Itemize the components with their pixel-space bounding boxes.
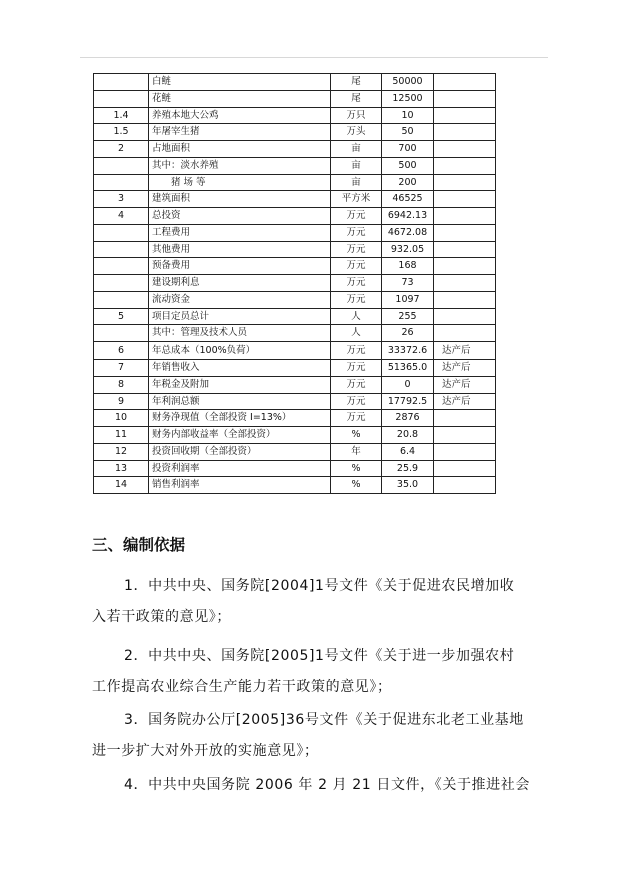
basis-paragraph-3 [92, 705, 544, 767]
note-cell [434, 74, 496, 91]
table-row [94, 258, 496, 275]
table-row [94, 376, 496, 393]
value-cell: 35.0 [382, 477, 434, 494]
value-cell: 20.8 [382, 427, 434, 444]
item-name-cell: 占地面积 [149, 141, 331, 158]
row-number-cell: 1.4 [94, 107, 149, 124]
unit-cell: 万元 [331, 275, 382, 292]
paragraph-line: 1．中共中央、国务院[2004]1号文件《关于促进农民增加收 [124, 578, 515, 594]
note-cell [434, 258, 496, 275]
table-body [94, 74, 496, 494]
table-row [94, 308, 496, 325]
table-row [94, 410, 496, 427]
row-number-cell: 6 [94, 342, 149, 360]
table-row [94, 342, 496, 360]
paragraph-line: 3．国务院办公厅[2005]36号文件《关于促进东北老工业基地 [124, 712, 524, 728]
item-name-cell: 投资回收期（全部投资） [149, 443, 331, 460]
value-cell: 4672.08 [382, 224, 434, 241]
item-name-cell: 流动资金 [149, 291, 331, 308]
item-name-cell: 财务内部收益率（全部投资） [149, 427, 331, 444]
table-row [94, 393, 496, 410]
unit-cell: 万头 [331, 124, 382, 141]
value-cell: 46525 [382, 191, 434, 208]
unit-cell: 万元 [331, 258, 382, 275]
unit-cell: % [331, 460, 382, 477]
unit-cell: 万元 [331, 376, 382, 393]
row-number-cell [94, 157, 149, 174]
table-row [94, 325, 496, 342]
value-cell: 50000 [382, 74, 434, 91]
value-cell: 700 [382, 141, 434, 158]
table-row [94, 208, 496, 225]
paragraph-line: 进一步扩大对外开放的实施意见》； [92, 743, 319, 759]
row-number-cell: 4 [94, 208, 149, 225]
basis-paragraph-2 [92, 641, 544, 703]
note-cell [434, 208, 496, 225]
table-row [94, 124, 496, 141]
item-name-cell: 年屠宰生猪 [149, 124, 331, 141]
row-number-cell [94, 291, 149, 308]
unit-cell: % [331, 427, 382, 444]
row-number-cell [94, 325, 149, 342]
row-number-cell [94, 90, 149, 107]
item-name-cell: 建设期利息 [149, 275, 331, 292]
paragraph-line: 4．中共中央国务院 2006 年 2 月 21 日文件，《关于推进社会 [124, 777, 530, 793]
note-cell: 达产后 [434, 376, 496, 393]
note-cell [434, 107, 496, 124]
table-row [94, 107, 496, 124]
note-cell [434, 157, 496, 174]
row-number-cell: 12 [94, 443, 149, 460]
unit-cell: 万元 [331, 410, 382, 427]
note-cell [434, 427, 496, 444]
table-row [94, 291, 496, 308]
item-name-cell: 年税金及附加 [149, 376, 331, 393]
note-cell: 达产后 [434, 342, 496, 360]
row-number-cell: 3 [94, 191, 149, 208]
item-name-cell: 其他费用 [149, 241, 331, 258]
item-name-cell: 财务净现值（全部投资 I=13%） [149, 410, 331, 427]
note-cell [434, 325, 496, 342]
project-indicators-table [93, 73, 496, 494]
item-name-cell: 花鲢 [149, 90, 331, 107]
table-row [94, 427, 496, 444]
note-cell [434, 275, 496, 292]
note-cell [434, 241, 496, 258]
item-name-cell: 其中：淡水养殖 [149, 157, 331, 174]
row-number-cell: 8 [94, 376, 149, 393]
row-number-cell: 1.5 [94, 124, 149, 141]
table-row [94, 191, 496, 208]
value-cell: 12500 [382, 90, 434, 107]
note-cell [434, 308, 496, 325]
unit-cell: 亩 [331, 141, 382, 158]
row-number-cell: 2 [94, 141, 149, 158]
table-row [94, 90, 496, 107]
value-cell: 168 [382, 258, 434, 275]
item-name-cell: 年销售收入 [149, 360, 331, 377]
item-name-cell: 投资利润率 [149, 460, 331, 477]
note-cell [434, 477, 496, 494]
row-number-cell: 5 [94, 308, 149, 325]
note-cell [434, 191, 496, 208]
unit-cell: 年 [331, 443, 382, 460]
table-row [94, 224, 496, 241]
note-cell [434, 460, 496, 477]
note-cell [434, 124, 496, 141]
note-cell [434, 410, 496, 427]
table-row [94, 74, 496, 91]
unit-cell: 人 [331, 308, 382, 325]
note-cell [434, 174, 496, 191]
value-cell: 26 [382, 325, 434, 342]
row-number-cell [94, 258, 149, 275]
note-cell [434, 141, 496, 158]
unit-cell: % [331, 477, 382, 494]
value-cell: 17792.5 [382, 393, 434, 410]
note-cell [434, 443, 496, 460]
item-name-cell: 其中：管理及技术人员 [149, 325, 331, 342]
table-row [94, 477, 496, 494]
note-cell [434, 224, 496, 241]
item-name-cell: 白鲢 [149, 74, 331, 91]
value-cell: 500 [382, 157, 434, 174]
header-rule [80, 57, 548, 58]
row-number-cell [94, 241, 149, 258]
table-row [94, 241, 496, 258]
row-number-cell: 14 [94, 477, 149, 494]
note-cell: 达产后 [434, 393, 496, 410]
item-name-cell: 工程费用 [149, 224, 331, 241]
value-cell: 25.9 [382, 460, 434, 477]
unit-cell: 万元 [331, 224, 382, 241]
value-cell: 73 [382, 275, 434, 292]
item-name-cell: 养殖本地大公鸡 [149, 107, 331, 124]
paragraph-line: 入若干政策的意见》； [92, 609, 231, 625]
unit-cell: 人 [331, 325, 382, 342]
item-name-cell: 总投资 [149, 208, 331, 225]
unit-cell: 万元 [331, 342, 382, 360]
row-number-cell [94, 275, 149, 292]
row-number-cell: 13 [94, 460, 149, 477]
note-cell [434, 90, 496, 107]
value-cell: 51365.0 [382, 360, 434, 377]
row-number-cell [94, 224, 149, 241]
value-cell: 6942.13 [382, 208, 434, 225]
item-name-cell: 年总成本（100%负荷） [149, 342, 331, 360]
paragraph-line: 工作提高农业综合生产能力若干政策的意见》； [92, 679, 392, 695]
table-row [94, 174, 496, 191]
value-cell: 255 [382, 308, 434, 325]
unit-cell: 万元 [331, 393, 382, 410]
value-cell: 33372.6 [382, 342, 434, 360]
value-cell: 200 [382, 174, 434, 191]
row-number-cell [94, 174, 149, 191]
item-name-cell: 猪 场 等 [149, 174, 331, 191]
paragraph-line: 2．中共中央、国务院[2005]1号文件《关于进一步加强农村 [124, 648, 515, 664]
row-number-cell: 7 [94, 360, 149, 377]
value-cell: 6.4 [382, 443, 434, 460]
row-number-cell: 11 [94, 427, 149, 444]
section-heading: 三、编制依据 [92, 536, 186, 554]
value-cell: 2876 [382, 410, 434, 427]
value-cell: 0 [382, 376, 434, 393]
unit-cell: 万元 [331, 291, 382, 308]
item-name-cell: 项目定员总计 [149, 308, 331, 325]
table-row [94, 460, 496, 477]
unit-cell: 万只 [331, 107, 382, 124]
unit-cell: 亩 [331, 174, 382, 191]
row-number-cell: 10 [94, 410, 149, 427]
value-cell: 10 [382, 107, 434, 124]
basis-paragraph-1 [92, 571, 544, 633]
item-name-cell: 年利润总额 [149, 393, 331, 410]
unit-cell: 平方米 [331, 191, 382, 208]
unit-cell: 亩 [331, 157, 382, 174]
table-row [94, 157, 496, 174]
unit-cell: 万元 [331, 208, 382, 225]
value-cell: 50 [382, 124, 434, 141]
unit-cell: 尾 [331, 90, 382, 107]
note-cell [434, 291, 496, 308]
item-name-cell: 销售利润率 [149, 477, 331, 494]
unit-cell: 尾 [331, 74, 382, 91]
row-number-cell [94, 74, 149, 91]
table-row [94, 443, 496, 460]
table-row [94, 141, 496, 158]
table-row [94, 360, 496, 377]
value-cell: 1097 [382, 291, 434, 308]
item-name-cell: 建筑面积 [149, 191, 331, 208]
note-cell: 达产后 [434, 360, 496, 377]
row-number-cell: 9 [94, 393, 149, 410]
item-name-cell: 预备费用 [149, 258, 331, 275]
table-row [94, 275, 496, 292]
unit-cell: 万元 [331, 241, 382, 258]
value-cell: 932.05 [382, 241, 434, 258]
basis-paragraph-4 [92, 770, 544, 801]
unit-cell: 万元 [331, 360, 382, 377]
